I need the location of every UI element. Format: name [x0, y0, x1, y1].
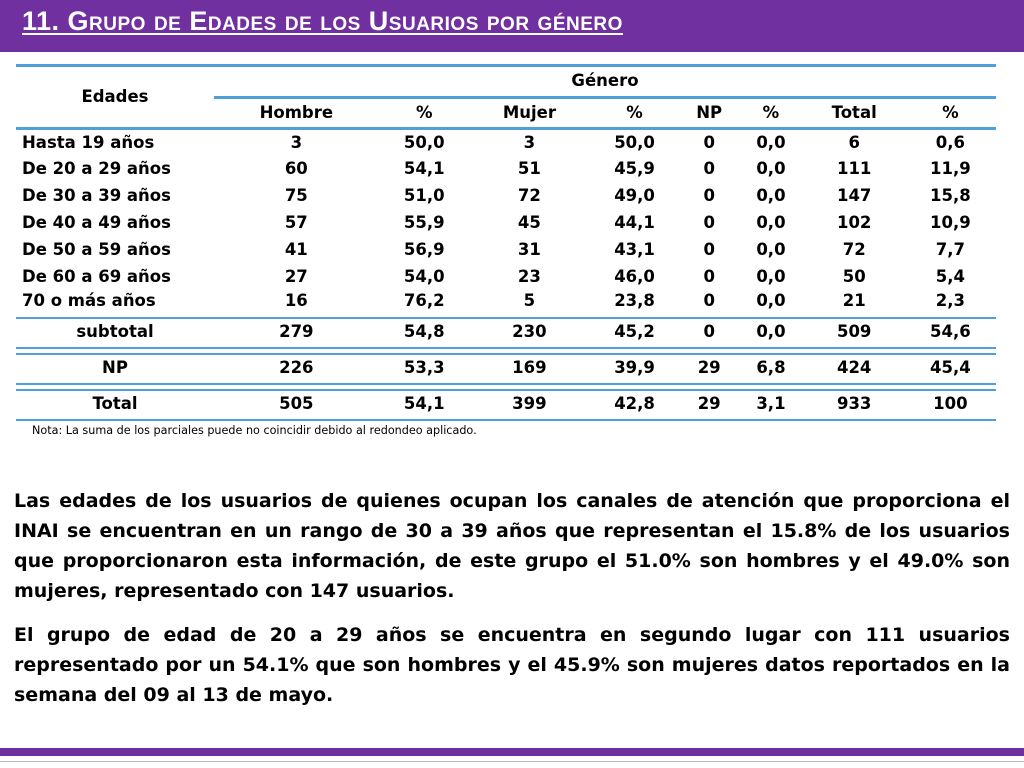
table-cell: 51	[517, 158, 541, 178]
table-row	[16, 129, 996, 156]
table-cell: 279	[214, 318, 379, 348]
np-row	[16, 354, 996, 384]
table-cell: 230	[470, 318, 589, 348]
table-cell: 226	[214, 354, 379, 384]
table-cell: 16	[284, 291, 308, 311]
table-cell: 54,8	[379, 318, 470, 348]
table-cell: 15,8	[929, 185, 971, 205]
table-cell: 111	[836, 158, 872, 178]
table-cell: 45	[517, 212, 541, 232]
total-label: Total	[16, 390, 214, 420]
np-label: NP	[16, 354, 214, 384]
age-gender-table	[16, 64, 996, 421]
table-row	[16, 156, 996, 183]
table-cell: 0	[703, 132, 715, 152]
table-cell: 0,0	[756, 266, 786, 286]
subtotal-row	[16, 318, 996, 348]
table-cell: 21	[842, 291, 866, 311]
table-cell: 50	[842, 266, 866, 286]
np-header: NP	[680, 98, 738, 129]
table-cell: 0	[703, 239, 715, 259]
body-paragraph-1: Las edades de los usuarios de quienes ocupan los canales de atención que proporciona el INAI se encuentran en un rango de 30 a 39 años que representan el 15.8% de los usuarios que proporcionaron esta información, de este grupo el 51.0% son hombres y el 49.0% son mujeres, representado con 147 usuarios.	[14, 490, 1010, 602]
table-cell: 46,0	[614, 266, 655, 286]
table-row	[16, 237, 996, 264]
table-cell: 72	[517, 185, 541, 205]
table-cell: 0,0	[756, 291, 786, 311]
age-label: De 50 a 59 años	[22, 239, 171, 259]
table-cell: 53,3	[379, 354, 470, 384]
table-cell: 0	[703, 291, 715, 311]
table-cell: 0,0	[738, 318, 804, 348]
table-cell: 55,9	[403, 212, 445, 232]
table-cell: 7,7	[935, 239, 965, 259]
table-cell: 3,1	[738, 390, 804, 420]
age-label: De 20 a 29 años	[22, 158, 171, 178]
table-cell: 6	[848, 132, 860, 152]
np-pct-header: %	[738, 98, 804, 129]
table-note: Nota: La suma de los parciales puede no coincidir debido al redondeo aplicado.	[32, 424, 477, 437]
table-cell: 44,1	[614, 212, 655, 232]
table-cell: 23	[517, 266, 541, 286]
table-cell: 11,9	[929, 158, 971, 178]
age-label: 70 o más años	[22, 291, 156, 311]
table-cell: 45,4	[905, 354, 996, 384]
table-cell: 5,4	[935, 266, 965, 286]
table-row	[16, 264, 996, 291]
table-cell: 933	[804, 390, 905, 420]
hombre-header: Hombre	[214, 98, 379, 129]
total-header: Total	[804, 98, 905, 129]
table-cell: 29	[680, 354, 738, 384]
table-cell: 45,2	[589, 318, 680, 348]
table-cell: 0	[703, 266, 715, 286]
table-cell: 102	[836, 212, 872, 232]
table-cell: 0	[680, 318, 738, 348]
table-cell: 169	[470, 354, 589, 384]
table-cell: 0,0	[756, 239, 786, 259]
table-cell: 3	[290, 132, 303, 152]
table-cell: 42,8	[589, 390, 680, 420]
table-cell: 0,0	[756, 132, 786, 152]
hombre-pct-header: %	[379, 98, 470, 129]
table-header-row	[16, 66, 996, 98]
table-cell: 505	[214, 390, 379, 420]
table-cell: 5	[523, 291, 536, 311]
table-cell: 23,8	[614, 291, 655, 311]
body-paragraph-2: El grupo de edad de 20 a 29 años se encuentra en segundo lugar con 111 usuarios representado por un 54.1% que son hombres y el 45.9% son mujeres datos reportados en la semana del 09 al 13 de mayo.	[14, 624, 1010, 706]
table-cell: 60	[284, 158, 308, 178]
table-cell: 100	[905, 390, 996, 420]
slide-title: 11. Grupo de Edades de los Usuarios por género	[22, 6, 623, 36]
table-cell: 0,0	[756, 185, 786, 205]
table-cell: 0,0	[756, 212, 786, 232]
table-cell: 3	[523, 132, 536, 152]
subtotal-label: subtotal	[16, 318, 214, 348]
age-column-header: Edades	[16, 66, 214, 129]
table-cell: 76,2	[403, 291, 445, 311]
table-cell: 54,0	[403, 266, 445, 286]
age-label: De 60 a 69 años	[22, 266, 171, 286]
age-label: De 30 a 39 años	[22, 185, 171, 205]
mujer-header: Mujer	[470, 98, 589, 129]
age-label: Hasta 19 años	[22, 132, 155, 152]
table-cell: 72	[842, 239, 866, 259]
table-cell: 399	[470, 390, 589, 420]
table-cell: 27	[284, 266, 308, 286]
table-row	[16, 210, 996, 237]
total-pct-header: %	[905, 98, 996, 129]
table-cell: 0	[703, 185, 715, 205]
table-cell: 50,0	[403, 132, 445, 152]
table-cell: 0,0	[756, 158, 786, 178]
table-cell: 147	[836, 185, 872, 205]
footer-divider	[0, 761, 1024, 762]
table-cell: 6,8	[738, 354, 804, 384]
table-cell: 0	[703, 212, 715, 232]
table-cell: 54,1	[403, 158, 445, 178]
table-cell: 0,6	[935, 132, 965, 152]
table-cell: 424	[804, 354, 905, 384]
table-cell: 56,9	[403, 239, 445, 259]
table-cell: 54,6	[905, 318, 996, 348]
table-cell: 57	[284, 212, 308, 232]
table-cell: 49,0	[614, 185, 655, 205]
table-cell: 509	[804, 318, 905, 348]
age-label: De 40 a 49 años	[22, 212, 171, 232]
table-cell: 0	[703, 158, 715, 178]
table-cell: 50,0	[614, 132, 655, 152]
total-row	[16, 390, 996, 420]
table-cell: 43,1	[614, 239, 655, 259]
table-cell: 51,0	[403, 185, 445, 205]
table-row	[16, 291, 996, 318]
table-cell: 10,9	[929, 212, 971, 232]
table-cell: 45,9	[614, 158, 655, 178]
mujer-pct-header: %	[589, 98, 680, 129]
table-row	[16, 183, 996, 210]
table-cell: 75	[284, 185, 308, 205]
table-cell: 31	[517, 239, 541, 259]
table-cell: 54,1	[379, 390, 470, 420]
genero-header: Género	[214, 66, 996, 98]
footer-bar	[0, 748, 1024, 756]
table-cell: 29	[680, 390, 738, 420]
table-cell: 39,9	[589, 354, 680, 384]
table-cell: 41	[284, 239, 308, 259]
title-bar	[0, 0, 1024, 52]
table-cell: 2,3	[935, 291, 965, 311]
